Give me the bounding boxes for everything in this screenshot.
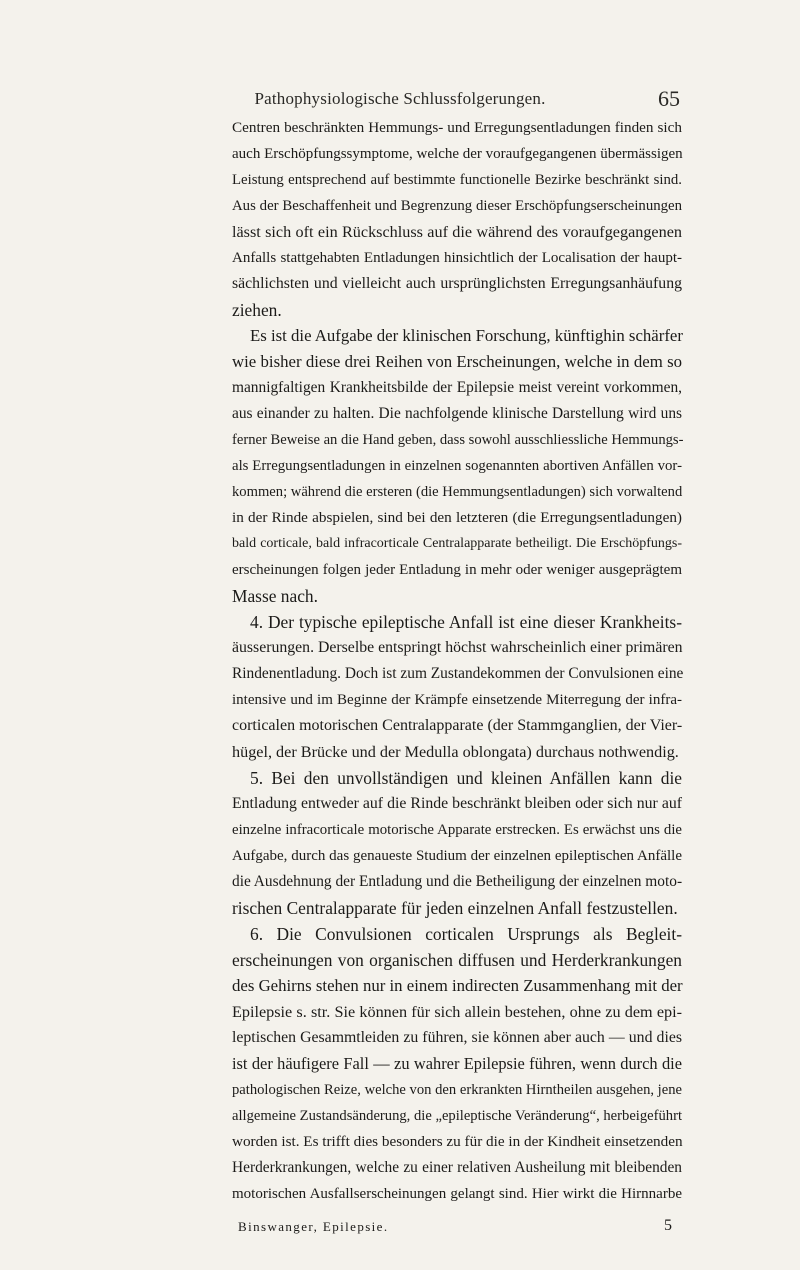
text-line: erscheinungen von organischen diffusen und Herderkrankungen: [232, 950, 682, 970]
text-line: bald corticale, bald infracorticale Centralapparate betheiligt. Die Erschöpfungs-: [232, 536, 682, 551]
text-line: allgemeine Zustandsänderung, die „epileptische Veränderung“, herbeigeführt: [232, 1108, 682, 1124]
text-line: Aus der Beschaffenheit und Begrenzung dieser Erschöpfungserscheinungen: [232, 198, 682, 214]
page-footer: [238, 1219, 678, 1239]
text-line: in der Rinde abspielen, sind bei den letzteren (die Erregungsentladungen): [232, 509, 682, 526]
text-line: Rindenentladung. Doch ist zum Zustandekommen der Convulsionen eine: [232, 665, 684, 682]
running-title: Pathophysiologische Schlussfolgerungen.: [254, 89, 546, 108]
text-line: motorischen Ausfallserscheinungen gelangt sind. Hier wirkt die Hirnnarbe: [232, 1186, 682, 1202]
text-line: mannigfaltigen Krankheitsbilde der Epilepsie meist vereint vorkommen,: [232, 379, 682, 396]
text-line: die Ausdehnung der Entladung und die Betheiligung der einzelnen moto-: [232, 873, 683, 890]
text-line: Epilepsie s. str. Sie können für sich allein bestehen, ohne zu dem epi-: [232, 1003, 682, 1021]
text-line: einzelne infracorticale motorische Apparate erstrecken. Es erwächst uns die: [232, 822, 682, 838]
text-line: 4. Der typische epileptische Anfall ist eine dieser Krankheits-: [250, 612, 682, 632]
text-line: leptischen Gesammtleiden zu führen, sie können aber auch — und dies: [232, 1029, 682, 1046]
text-line: lässt sich oft ein Rückschluss auf die während des voraufgegangenen: [232, 223, 682, 241]
text-line: aus einander zu halten. Die nachfolgende klinische Darstellung wird uns: [232, 405, 682, 422]
text-line: des Gehirns stehen nur in einem indirecten Zusammenhang mit der: [232, 976, 683, 995]
text-line: worden ist. Es trifft dies besonders zu für die in der Kindheit einsetzenden: [232, 1133, 683, 1150]
text-line: ist der häufigere Fall — zu wahrer Epilepsie führen, wenn durch die: [232, 1054, 682, 1073]
text-line: 5. Bei den unvollständigen und kleinen Anfällen kann die: [250, 768, 682, 788]
text-line: ferner Beweise an die Hand geben, dass sowohl ausschliessliche Hemmungs-: [232, 432, 684, 448]
text-line: erscheinungen folgen jeder Entladung in mehr oder weniger ausgeprägtem: [232, 562, 682, 578]
text-line: corticalen motorischen Centralapparate (der Stammganglien, der Vier-: [232, 717, 683, 734]
text-line: Herderkrankungen, welche zu einer relativen Ausheilung mit bleibenden: [232, 1159, 682, 1176]
text-line: wie bisher diese drei Reihen von Erscheinungen, welche in dem so: [232, 352, 682, 371]
page-number: 65: [658, 86, 680, 111]
text-line: 6. Die Convulsionen corticalen Ursprungs als Begleit-: [250, 924, 682, 944]
text-line: auch Erschöpfungssymptome, welche der voraufgegangenen übermässigen: [232, 146, 683, 162]
text-line: Leistung entsprechend auf bestimmte functionelle Bezirke beschränkt sind.: [232, 172, 682, 188]
text-line: kommen; während die ersteren (die Hemmungsentladungen) sich vorwaltend: [232, 484, 683, 500]
body-text: [232, 115, 682, 1207]
text-line: sächlichsten und vielleicht auch ursprünglichsten Erregungsanhäufung: [232, 275, 682, 292]
text-line: als Erregungsentladungen in einzelnen sogenannten abortiven Anfällen vor-: [232, 458, 682, 474]
text-line: Centren beschränkten Hemmungs- und Erregungsentladungen finden sich: [232, 119, 682, 136]
text-line: Es ist die Aufgabe der klinischen Forschung, künftighin schärfer: [250, 326, 683, 345]
text-line: pathologischen Reize, welche von den erkrankten Hirntheilen ausgehen, jene: [232, 1082, 682, 1098]
text-line: äusserungen. Derselbe entspringt höchst wahrscheinlich einer primären: [232, 639, 683, 656]
sheet-number: 5: [664, 1217, 672, 1234]
text-line: rischen Centralapparate für jeden einzelnen Anfall festzustellen.: [232, 898, 678, 918]
signature-mark: Binswanger, Epilepsie.: [238, 1219, 389, 1234]
text-line: Masse nach.: [232, 586, 318, 606]
text-line: Entladung entweder auf die Rinde beschränkt bleiben oder sich nur auf: [232, 795, 682, 812]
text-line: Aufgabe, durch das genaueste Studium der einzelnen epileptischen Anfälle: [232, 848, 682, 864]
text-line: ziehen.: [232, 300, 282, 320]
text-line: hügel, der Brücke und der Medulla oblongata) durchaus nothwendig.: [232, 743, 679, 761]
text-line: intensive und im Beginne der Krämpfe einsetzende Miterregung der infra-: [232, 692, 682, 708]
text-line: Anfalls stattgehabten Entladungen hinsichtlich der Localisation der haupt-: [232, 250, 682, 266]
